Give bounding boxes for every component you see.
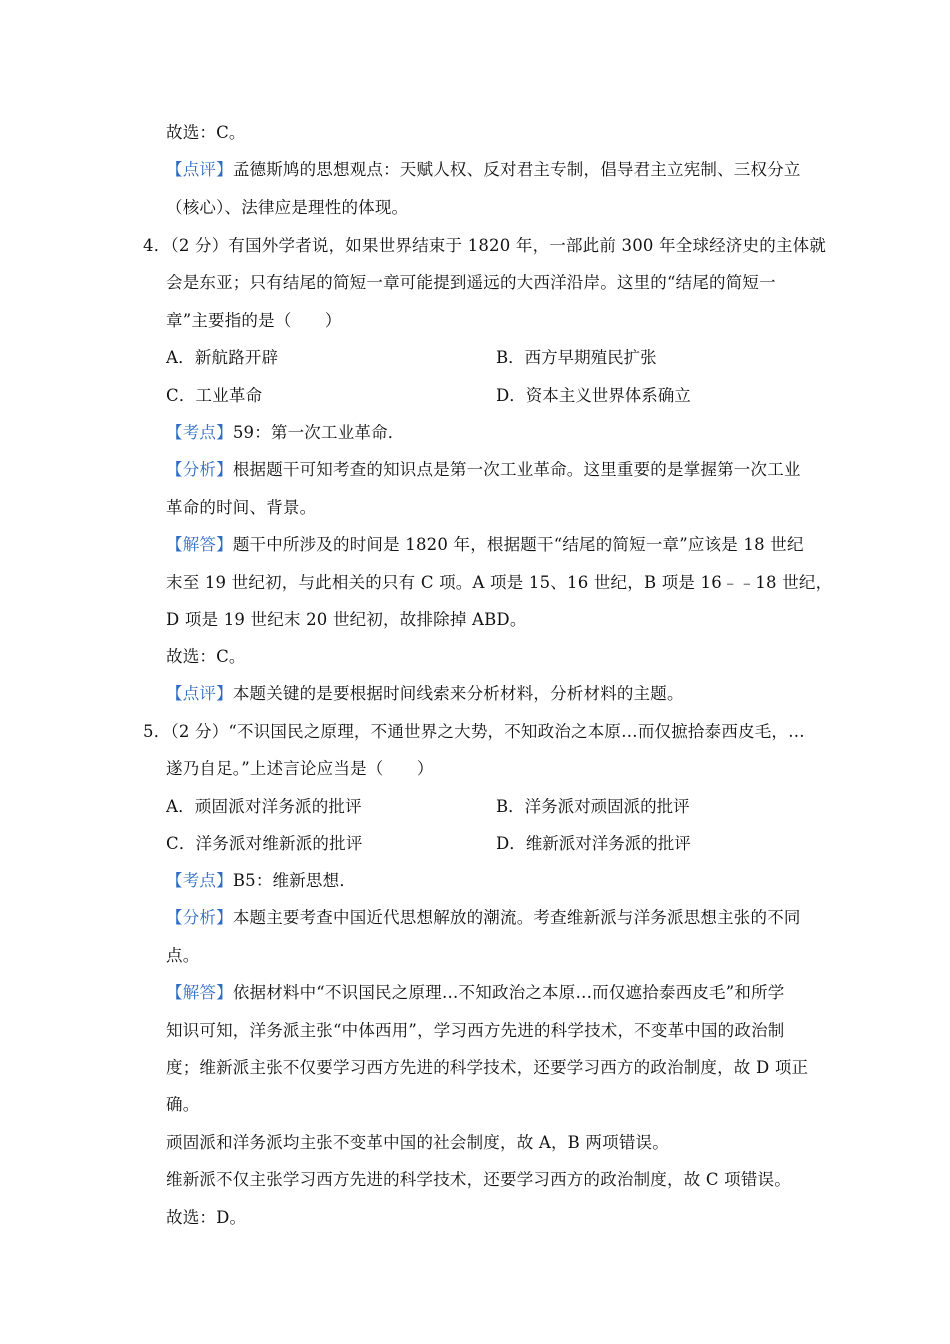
q5-answer: 故选：D。	[166, 1208, 247, 1227]
q5-analysis-line-1: 【分析】本题主要考查中国近代思想解放的潮流。考查维新派与洋务派思想主张的不同	[166, 908, 801, 927]
q5-option-c: C．洋务派对维新派的批评	[166, 834, 363, 853]
solution-tag: 【解答】	[166, 983, 233, 1002]
point-tag: 【考点】	[166, 423, 233, 442]
q5-stem-line-1: 5．（2 分）“不识国民之原理，不通世界之大势，不知政治之本原…而仅摭拾泰西皮毛，…	[143, 722, 805, 741]
q5-solution-line-3: 度；维新派主张不仅要学习西方先进的科学技术，还要学习西方的政治制度，故 D 项正	[166, 1058, 809, 1077]
q4-option-b: B．西方早期殖民扩张	[496, 348, 657, 367]
q4-analysis-line-2: 革命的时间、背景。	[166, 498, 317, 517]
q5-stem-line-2: 遂乃自足。”上述言论应当是（ ）	[166, 759, 434, 778]
solution-tag: 【解答】	[166, 535, 233, 554]
comment-tag: 【点评】	[166, 684, 233, 703]
q5-option-a: A．顽固派对洋务派的批评	[166, 797, 362, 816]
q5-solution-line-2: 知识可知，洋务派主张“中体西用”，学习西方先进的科学技术，不变革中国的政治制	[166, 1021, 785, 1040]
q4-answer: 故选：C。	[166, 647, 246, 666]
q5-solution-line-4: 确。	[166, 1095, 200, 1114]
analysis-tag: 【分析】	[166, 908, 233, 927]
q5-solution-line-6: 维新派不仅主张学习西方先进的科学技术，还要学习西方的政治制度，故 C 项错误。	[166, 1170, 791, 1189]
q5-point: 【考点】B5：维新思想．	[166, 871, 357, 890]
q4-comment: 【点评】本题关键的是要根据时间线索来分析材料，分析材料的主题。	[166, 684, 684, 703]
q4-solution-line-3: D 项是 19 世纪末 20 世纪初，故排除掉 ABD。	[166, 610, 527, 629]
q3-comment-line-2: （核心）、法律应是理性的体现。	[166, 198, 409, 217]
q4-point: 【考点】59：第一次工业革命．	[166, 423, 405, 442]
point-tag: 【考点】	[166, 871, 233, 890]
q3-comment-line-1: 【点评】孟德斯鸠的思想观点：天赋人权、反对君主专制，倡导君主立宪制、三权分立	[166, 160, 801, 179]
q5-solution-line-1: 【解答】依据材料中“不识国民之原理…不知政治之本原…而仅遮拾泰西皮毛”和所学	[166, 983, 785, 1002]
q4-option-c: C．工业革命	[166, 386, 263, 405]
q5-solution-line-5: 顽固派和洋务派均主张不变革中国的社会制度，故 A，B 两项错误。	[166, 1133, 669, 1152]
q4-analysis-line-1: 【分析】根据题干可知考查的知识点是第一次工业革命。这里重要的是掌握第一次工业	[166, 460, 801, 479]
comment-tag: 【点评】	[166, 160, 233, 179]
q4-stem-line-3: 章”主要指的是（ ）	[166, 311, 342, 330]
q4-stem-line-1: 4．（2 分）有国外学者说，如果世界结束于 1820 年，一部此前 300 年全球经济史的主体就	[143, 236, 827, 255]
q4-option-a: A．新航路开辟	[166, 348, 279, 367]
q5-option-d: D．维新派对洋务派的批评	[496, 834, 691, 853]
q4-option-d: D．资本主义世界体系确立	[496, 386, 691, 405]
q4-solution-line-2: 末至 19 世纪初，与此相关的只有 C 项。A 项是 15、16 世纪，B 项是 16﹣﹣18 世纪，	[166, 573, 833, 592]
q4-stem-line-2: 会是东亚；只有结尾的简短一章可能提到遥远的大西洋沿岸。这里的“结尾的简短一	[166, 273, 776, 292]
q4-solution-line-1: 【解答】题干中所涉及的时间是 1820 年，根据题干“结尾的简短一章”应该是 18 世纪	[166, 535, 804, 554]
q5-option-b: B．洋务派对顽固派的批评	[496, 797, 690, 816]
q3-answer: 故选：C。	[166, 123, 246, 142]
q5-analysis-line-2: 点。	[166, 946, 200, 965]
analysis-tag: 【分析】	[166, 460, 233, 479]
